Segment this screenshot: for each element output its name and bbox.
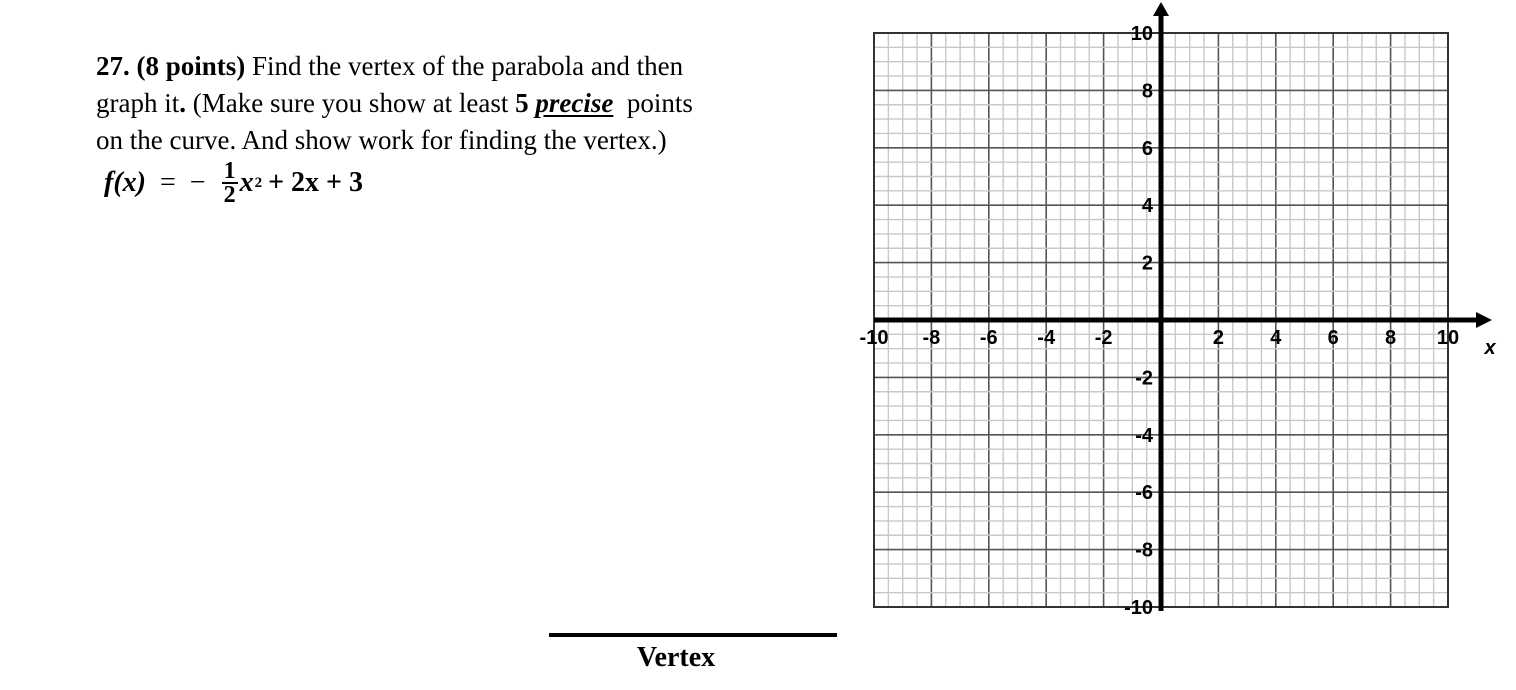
x-tick-label: 8 [1385,327,1397,349]
fraction-denominator: 2 [223,182,236,208]
equation-lhs: f(x) [104,167,146,198]
y-tick-label: 2 [1141,252,1153,275]
equation-minus: − [189,167,206,198]
problem-text-points: points [626,88,693,118]
x-axis-arrow [1476,312,1492,328]
y-tick-label: -4 [1135,424,1153,447]
vertex-label: Vertex [636,642,716,673]
x-tick-label: 2 [1212,327,1224,349]
problem-point-count: 5 [515,88,529,118]
equation-rest: + 2x + 3 [268,167,363,198]
fraction-numerator: 1 [223,158,236,184]
x-axis-label: x [1484,337,1496,359]
problem-number: 27. [96,51,130,81]
y-axis-arrow [1153,2,1169,16]
x-tick-label: -6 [979,327,998,349]
problem-text-line1: Find the vertex of the parabola and then [252,51,684,81]
x-tick-label: -2 [1094,327,1113,349]
problem-precise-word: precise [535,88,614,118]
y-tick-label: -2 [1135,367,1153,390]
y-tick-label: 4 [1141,195,1153,218]
x-tick-label: 10 [1436,327,1460,349]
y-tick-label: -8 [1135,539,1153,562]
equation-variable: x [239,167,254,198]
problem-text-line2: (Make sure you show at least [192,88,509,118]
equation-exponent: 2 [254,174,263,191]
x-tick-label: -4 [1037,327,1056,349]
problem-text-dot: . [179,88,186,118]
x-tick-label: -8 [922,327,941,349]
y-tick-label: -10 [1124,597,1153,619]
problem-points: (8 points) [136,51,246,81]
x-tick-label: 4 [1270,327,1282,349]
y-tick-label: -6 [1135,482,1153,505]
y-tick-label: 6 [1141,137,1153,160]
problem-text-line3: on the curve. And show work for finding the vertex.) [96,125,667,155]
y-tick-label: 10 [1130,23,1153,45]
problem-text-graph-it: graph it [96,88,180,118]
y-tick-label: 8 [1141,80,1153,103]
x-tick-label: 6 [1327,327,1339,349]
equation-equals: = [159,167,176,198]
x-tick-label: -10 [859,327,889,349]
